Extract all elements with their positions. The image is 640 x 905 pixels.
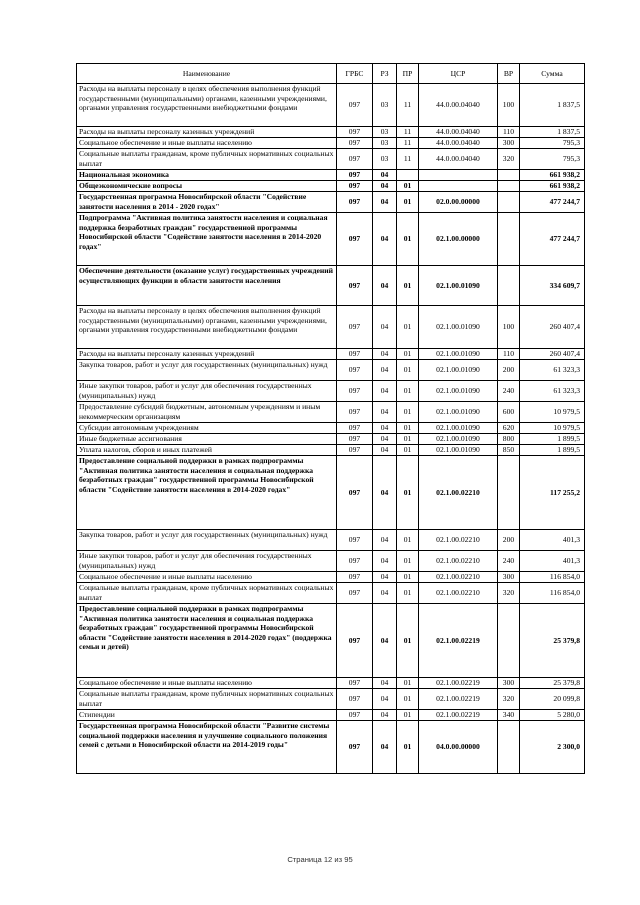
- cell-vr: 300: [498, 572, 520, 583]
- cell-rz: 04: [373, 192, 397, 213]
- cell-sum: 20 099,8: [520, 689, 585, 710]
- cell-vr: [498, 604, 520, 678]
- table-row: [77, 266, 585, 306]
- cell-name: Стипендии: [77, 710, 337, 721]
- cell-rz: 04: [373, 456, 397, 530]
- table-row: [77, 423, 585, 434]
- cell-vr: 240: [498, 381, 520, 402]
- cell-vr: [498, 192, 520, 213]
- cell-sum: 116 854,0: [520, 572, 585, 583]
- cell-rz: 04: [373, 710, 397, 721]
- cell-rz: 04: [373, 445, 397, 456]
- cell-name: Субсидии автономным учреждениям: [77, 423, 337, 434]
- table-row: [77, 721, 585, 774]
- cell-rz: 03: [373, 127, 397, 138]
- cell-name: Расходы на выплаты персоналу в целях обеспечения выполнения функций государственными (муниципальными) органами, казенными учреждениями, органами управления государственными внебюджетными фондами: [77, 84, 337, 127]
- header-vr: ВР: [498, 64, 520, 84]
- cell-rz: 04: [373, 721, 397, 774]
- cell-sum: 116 854,0: [520, 583, 585, 604]
- cell-grbs: 097: [337, 434, 373, 445]
- table-row: [77, 192, 585, 213]
- cell-vr: 340: [498, 710, 520, 721]
- cell-csr: 02.1.00.02210: [419, 551, 498, 572]
- cell-csr: 02.1.00.02219: [419, 710, 498, 721]
- cell-name: Социальные выплаты гражданам, кроме публичных нормативных социальных выплат: [77, 149, 337, 170]
- cell-pr: 01: [397, 572, 419, 583]
- cell-pr: 01: [397, 689, 419, 710]
- table-body: [77, 84, 585, 774]
- cell-pr: 01: [397, 266, 419, 306]
- table-row: [77, 360, 585, 381]
- cell-sum: 1 837,5: [520, 127, 585, 138]
- cell-name: Национальная экономика: [77, 170, 337, 181]
- cell-pr: 11: [397, 84, 419, 127]
- cell-name: Социальное обеспечение и иные выплаты населению: [77, 678, 337, 689]
- table-row: [77, 678, 585, 689]
- cell-csr: 02.1.00.01090: [419, 445, 498, 456]
- cell-sum: 795,3: [520, 138, 585, 149]
- table-header-row: [77, 64, 585, 84]
- cell-sum: 661 938,2: [520, 181, 585, 192]
- cell-grbs: 097: [337, 678, 373, 689]
- table-row: [77, 583, 585, 604]
- cell-csr: 02.1.00.02219: [419, 678, 498, 689]
- cell-vr: 320: [498, 689, 520, 710]
- cell-name: Расходы на выплаты персоналу казенных учреждений: [77, 349, 337, 360]
- cell-name: Расходы на выплаты персоналу казенных учреждений: [77, 127, 337, 138]
- table-row: [77, 84, 585, 127]
- cell-vr: 110: [498, 349, 520, 360]
- cell-csr: 02.1.00.01090: [419, 402, 498, 423]
- cell-pr: 11: [397, 149, 419, 170]
- cell-csr: 02.1.00.02219: [419, 689, 498, 710]
- cell-rz: 04: [373, 181, 397, 192]
- cell-rz: 04: [373, 434, 397, 445]
- cell-rz: 04: [373, 381, 397, 402]
- cell-sum: 10 979,5: [520, 423, 585, 434]
- cell-rz: 04: [373, 213, 397, 266]
- budget-table: [76, 63, 585, 774]
- table-row: [77, 170, 585, 181]
- table-row: [77, 445, 585, 456]
- cell-grbs: 097: [337, 181, 373, 192]
- header-grbs: ГРБС: [337, 64, 373, 84]
- table-row: [77, 381, 585, 402]
- cell-pr: 01: [397, 434, 419, 445]
- cell-name: Иные закупки товаров, работ и услуг для обеспечения государственных (муниципальных) нужд: [77, 381, 337, 402]
- cell-name: Обеспечение деятельности (оказание услуг) государственных учреждений осуществляющих функции в области занятости населения: [77, 266, 337, 306]
- cell-name: Закупка товаров, работ и услуг для государственных (муниципальных) нужд: [77, 530, 337, 551]
- cell-rz: 04: [373, 360, 397, 381]
- cell-pr: 01: [397, 402, 419, 423]
- cell-name: Общеэкономические вопросы: [77, 181, 337, 192]
- cell-grbs: 097: [337, 530, 373, 551]
- cell-pr: 01: [397, 192, 419, 213]
- table-row: [77, 402, 585, 423]
- cell-vr: 300: [498, 138, 520, 149]
- cell-rz: 04: [373, 266, 397, 306]
- cell-name: Предоставление субсидий бюджетным, автономным учреждениям и иным некоммерческим организациям: [77, 402, 337, 423]
- table-row: [77, 213, 585, 266]
- cell-name: Социальные выплаты гражданам, кроме публичных нормативных социальных выплат: [77, 689, 337, 710]
- cell-rz: 04: [373, 583, 397, 604]
- cell-pr: 01: [397, 721, 419, 774]
- table-row: [77, 149, 585, 170]
- cell-csr: 02.1.00.02210: [419, 583, 498, 604]
- cell-rz: 04: [373, 306, 397, 349]
- cell-name: Закупка товаров, работ и услуг для государственных (муниципальных) нужд: [77, 360, 337, 381]
- cell-pr: 11: [397, 138, 419, 149]
- table-row: [77, 349, 585, 360]
- cell-name: Иные закупки товаров, работ и услуг для обеспечения государственных (муниципальных) нужд: [77, 551, 337, 572]
- cell-rz: 04: [373, 551, 397, 572]
- cell-sum: 401,3: [520, 551, 585, 572]
- cell-name: Государственная программа Новосибирской области "Развитие системы социальной поддержки населения и улучшение социального положения семей с детьми в Новосибирской области на 2014-2019 годы": [77, 721, 337, 774]
- cell-name: Расходы на выплаты персоналу в целях обеспечения выполнения функций государственными (муниципальными) органами, казенными учреждениями, органами управления государственными внебюджетными фондами: [77, 306, 337, 349]
- cell-csr: 02.1.00.01090: [419, 360, 498, 381]
- cell-rz: 04: [373, 349, 397, 360]
- cell-sum: 1 837,5: [520, 84, 585, 127]
- cell-vr: 320: [498, 149, 520, 170]
- cell-name: Государственная программа Новосибирской области "Содействие занятости населения в 2014 - 2020 годах": [77, 192, 337, 213]
- cell-grbs: 097: [337, 192, 373, 213]
- cell-vr: 240: [498, 551, 520, 572]
- cell-sum: 260 407,4: [520, 349, 585, 360]
- cell-rz: 04: [373, 689, 397, 710]
- cell-name: Уплата налогов, сборов и иных платежей: [77, 445, 337, 456]
- cell-sum: 61 323,3: [520, 360, 585, 381]
- cell-rz: 04: [373, 678, 397, 689]
- cell-rz: 04: [373, 402, 397, 423]
- cell-csr: 02.1.00.01090: [419, 349, 498, 360]
- cell-grbs: 097: [337, 583, 373, 604]
- cell-csr: 02.1.00.01090: [419, 434, 498, 445]
- table-row: [77, 306, 585, 349]
- cell-grbs: 097: [337, 551, 373, 572]
- cell-pr: 01: [397, 456, 419, 530]
- cell-vr: [498, 213, 520, 266]
- header-sum: Сумма: [520, 64, 585, 84]
- cell-vr: 600: [498, 402, 520, 423]
- cell-sum: 401,3: [520, 530, 585, 551]
- cell-csr: 02.1.00.01090: [419, 266, 498, 306]
- cell-rz: 03: [373, 138, 397, 149]
- cell-pr: [397, 170, 419, 181]
- cell-csr: 02.1.00.02210: [419, 456, 498, 530]
- cell-grbs: 097: [337, 306, 373, 349]
- cell-rz: 04: [373, 170, 397, 181]
- cell-sum: 795,3: [520, 149, 585, 170]
- cell-name: Социальные выплаты гражданам, кроме публичных нормативных социальных выплат: [77, 583, 337, 604]
- cell-sum: 1 899,5: [520, 445, 585, 456]
- cell-grbs: 097: [337, 456, 373, 530]
- cell-name: Предоставление социальной поддержки в рамках подпрограммы "Активная политика занятости населения и социальная поддержка безработных граждан" государственной программы Новосибирской области "Содействие занятости населения в 2014-2020 годах": [77, 456, 337, 530]
- cell-vr: 200: [498, 530, 520, 551]
- header-pr: ПР: [397, 64, 419, 84]
- cell-pr: 01: [397, 710, 419, 721]
- table-row: [77, 127, 585, 138]
- page-number: Страница 12 из 95: [287, 855, 353, 864]
- cell-sum: 25 379,8: [520, 604, 585, 678]
- cell-pr: 01: [397, 360, 419, 381]
- cell-grbs: 097: [337, 710, 373, 721]
- cell-grbs: 097: [337, 170, 373, 181]
- cell-name: Иные бюджетные ассигнования: [77, 434, 337, 445]
- cell-grbs: 097: [337, 423, 373, 434]
- cell-pr: 01: [397, 423, 419, 434]
- cell-grbs: 097: [337, 689, 373, 710]
- cell-csr: 02.1.00.01090: [419, 381, 498, 402]
- cell-grbs: 097: [337, 445, 373, 456]
- cell-sum: 2 300,0: [520, 721, 585, 774]
- cell-sum: 5 280,0: [520, 710, 585, 721]
- cell-pr: 01: [397, 678, 419, 689]
- cell-vr: 320: [498, 583, 520, 604]
- cell-pr: 01: [397, 381, 419, 402]
- cell-csr: 02.1.00.02210: [419, 530, 498, 551]
- cell-grbs: 097: [337, 360, 373, 381]
- cell-vr: 110: [498, 127, 520, 138]
- table-row: [77, 604, 585, 678]
- cell-csr: 02.1.00.02219: [419, 604, 498, 678]
- cell-pr: 01: [397, 530, 419, 551]
- cell-rz: 04: [373, 530, 397, 551]
- cell-rz: 04: [373, 604, 397, 678]
- cell-csr: 02.1.00.01090: [419, 423, 498, 434]
- header-name: Наименование: [77, 64, 337, 84]
- cell-csr: 02.1.00.00000: [419, 213, 498, 266]
- table-row: [77, 530, 585, 551]
- cell-name: Социальное обеспечение и иные выплаты населению: [77, 572, 337, 583]
- cell-grbs: 097: [337, 213, 373, 266]
- cell-vr: 800: [498, 434, 520, 445]
- cell-vr: 850: [498, 445, 520, 456]
- cell-grbs: 097: [337, 349, 373, 360]
- cell-vr: 100: [498, 306, 520, 349]
- cell-name: Предоставление социальной поддержки в рамках подпрограммы "Активная политика занятости населения и социальная поддержка безработных граждан" государственной программы Новосибирской области "Содействие занятости населения в 2014-2020 годах" (поддержка семьи и детей): [77, 604, 337, 678]
- cell-vr: [498, 170, 520, 181]
- cell-vr: [498, 266, 520, 306]
- header-csr: ЦСР: [419, 64, 498, 84]
- cell-csr: 02.0.00.00000: [419, 192, 498, 213]
- cell-csr: 44.0.00.04040: [419, 127, 498, 138]
- cell-csr: 44.0.00.04040: [419, 149, 498, 170]
- cell-rz: 03: [373, 84, 397, 127]
- cell-vr: 300: [498, 678, 520, 689]
- table-row: [77, 434, 585, 445]
- cell-vr: [498, 456, 520, 530]
- cell-sum: 661 938,2: [520, 170, 585, 181]
- cell-csr: 02.1.00.01090: [419, 306, 498, 349]
- cell-name: Подпрограмма "Активная политика занятости населения и социальная поддержка безработных граждан" государственной программы Новосибирской области "Содействие занятости населения в 2014-2020 годах": [77, 213, 337, 266]
- cell-sum: 334 609,7: [520, 266, 585, 306]
- cell-vr: 200: [498, 360, 520, 381]
- cell-csr: [419, 170, 498, 181]
- cell-pr: 01: [397, 213, 419, 266]
- cell-grbs: 097: [337, 402, 373, 423]
- cell-pr: 01: [397, 604, 419, 678]
- table-row: [77, 138, 585, 149]
- table-row: [77, 181, 585, 192]
- cell-sum: 10 979,5: [520, 402, 585, 423]
- cell-sum: 260 407,4: [520, 306, 585, 349]
- cell-csr: 44.0.00.04040: [419, 84, 498, 127]
- cell-pr: 01: [397, 349, 419, 360]
- table-row: [77, 689, 585, 710]
- header-rz: РЗ: [373, 64, 397, 84]
- cell-vr: 620: [498, 423, 520, 434]
- cell-grbs: 097: [337, 149, 373, 170]
- cell-name: Социальное обеспечение и иные выплаты населению: [77, 138, 337, 149]
- cell-sum: 477 244,7: [520, 213, 585, 266]
- cell-grbs: 097: [337, 84, 373, 127]
- cell-pr: 11: [397, 127, 419, 138]
- cell-pr: 01: [397, 551, 419, 572]
- cell-grbs: 097: [337, 381, 373, 402]
- cell-csr: 02.1.00.02210: [419, 572, 498, 583]
- cell-grbs: 097: [337, 721, 373, 774]
- cell-csr: 04.0.00.00000: [419, 721, 498, 774]
- cell-grbs: 097: [337, 604, 373, 678]
- cell-pr: 01: [397, 181, 419, 192]
- cell-grbs: 097: [337, 572, 373, 583]
- cell-pr: 01: [397, 306, 419, 349]
- table-row: [77, 551, 585, 572]
- table-row: [77, 710, 585, 721]
- cell-sum: 117 255,2: [520, 456, 585, 530]
- cell-grbs: 097: [337, 127, 373, 138]
- cell-vr: [498, 181, 520, 192]
- cell-rz: 04: [373, 423, 397, 434]
- cell-pr: 01: [397, 583, 419, 604]
- cell-rz: 04: [373, 572, 397, 583]
- table-row: [77, 456, 585, 530]
- table-row: [77, 572, 585, 583]
- cell-sum: 1 899,5: [520, 434, 585, 445]
- cell-csr: 44.0.00.04040: [419, 138, 498, 149]
- cell-sum: 61 323,3: [520, 381, 585, 402]
- cell-sum: 25 379,8: [520, 678, 585, 689]
- cell-sum: 477 244,7: [520, 192, 585, 213]
- cell-rz: 03: [373, 149, 397, 170]
- cell-pr: 01: [397, 445, 419, 456]
- cell-vr: 100: [498, 84, 520, 127]
- cell-grbs: 097: [337, 138, 373, 149]
- cell-grbs: 097: [337, 266, 373, 306]
- cell-vr: [498, 721, 520, 774]
- cell-csr: [419, 181, 498, 192]
